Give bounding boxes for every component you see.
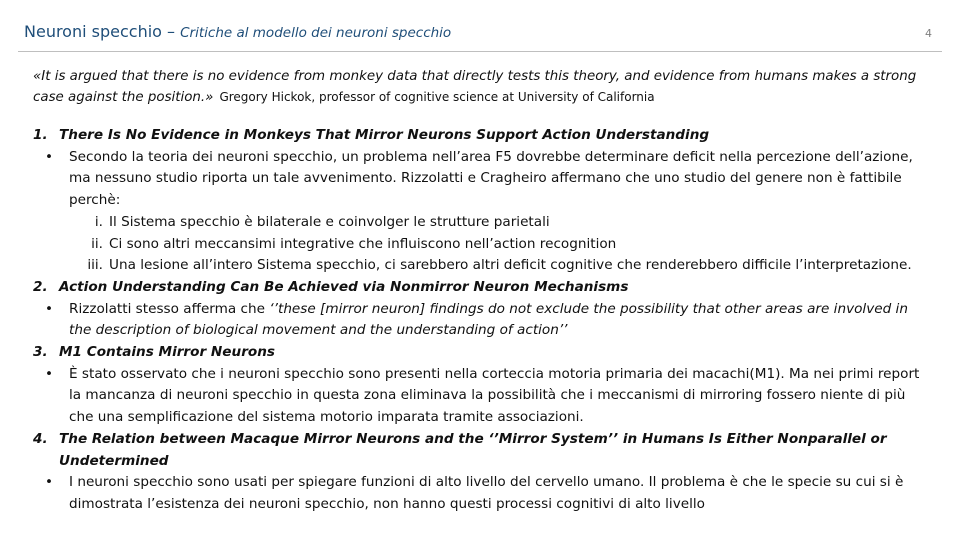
- list-item-4: [33, 429, 933, 472]
- bullet-text: È stato osservato che i neuroni specchio sono presenti nella corteccia motoria primaria dei macachi(M1). Ma nei primi report la mancanza di neuroni specchio in questa zona eliminava la possibilità che i meccanismi di mirroring fossero niente di più che una semplificazione del sistema motorio imparata tramite associazioni.: [69, 365, 920, 426]
- page-number: 4: [925, 27, 932, 40]
- item-number: 2.: [33, 278, 48, 295]
- title-subtitle: Critiche al modello dei neuroni specchio: [180, 25, 452, 41]
- quote-text: «It is argued that there is no evidence from monkey data that directly tests this theory, and evidence from humans makes a strong case against the position.»: [33, 69, 917, 105]
- bullet-icon: •: [45, 365, 54, 382]
- title-main: Neuroni specchio –: [24, 22, 181, 41]
- roman-subitem: [33, 212, 933, 234]
- item-heading: The Relation between Macaque Mirror Neurons and the ‘’Mirror System’’ in Humans Is Either Nonparallel or Undetermined: [59, 430, 887, 469]
- roman-numeral: ii.: [91, 235, 103, 252]
- bullet-icon: •: [45, 148, 54, 165]
- bullet-text: Rizzolatti stesso afferma che: [69, 300, 270, 317]
- item-heading: Action Understanding Can Be Achieved via Nonmirror Neuron Mechanisms: [59, 278, 629, 295]
- bullet-paragraph: [33, 299, 933, 342]
- bullet-paragraph: [33, 364, 933, 429]
- quote-attribution: Gregory Hickok, professor of cognitive science at University of California: [219, 90, 655, 104]
- bullet-quote: ‘’these [mirror neuron] findings do not exclude the possibility that other areas are involved in the description of biological movement and the understanding of action’’: [69, 300, 908, 339]
- subitem-text: Una lesione all’intero Sistema specchio, ci sarebbero altri deficit cognitive che renderebbero difficile l’interpretazione.: [109, 257, 912, 274]
- bullet-text: Secondo la teoria dei neuroni specchio, un problema nell’area F5 dovrebbe determinare deficit nella percezione dell’azione, ma nessuno studio riporta un tale avvenimento. Rizzolatti e Cragheiro affermano che uno studio del genere non è fattibile perchè:: [69, 148, 913, 209]
- slide-title: [24, 22, 884, 41]
- item-number: 4.: [33, 430, 48, 447]
- bullet-paragraph: [33, 472, 933, 515]
- roman-numeral: i.: [94, 213, 103, 230]
- list-item-3: [33, 342, 933, 364]
- item-heading: There Is No Evidence in Monkeys That Mirror Neurons Support Action Understanding: [59, 127, 710, 143]
- item-number: 1.: [33, 127, 48, 143]
- list-item-2: [33, 277, 933, 299]
- list-item-1: [33, 125, 933, 147]
- bullet-paragraph: [33, 147, 933, 212]
- subitem-text: Ci sono altri meccansimi integrative che influiscono nell’action recognition: [109, 235, 617, 252]
- roman-numeral: iii.: [87, 257, 103, 274]
- roman-subitem: [33, 255, 933, 277]
- numbered-list: [33, 125, 933, 516]
- item-heading: M1 Contains Mirror Neurons: [59, 344, 275, 361]
- item-number: 3.: [33, 344, 48, 361]
- quote-block: [33, 66, 938, 108]
- bullet-text: I neuroni specchio sono usati per spiegare funzioni di alto livello del cervello umano. Il problema è che le specie su cui si è dimostrata l’esistenza dei neuroni specchio, non hanno questi processi cognitivi di alto livello: [69, 474, 904, 512]
- bullet-icon: •: [45, 300, 54, 317]
- bullet-icon: •: [45, 474, 54, 491]
- title-divider: [18, 51, 942, 52]
- subitem-text: Il Sistema specchio è bilaterale e coinvolger le strutture parietali: [109, 213, 550, 230]
- roman-subitem: [33, 234, 933, 256]
